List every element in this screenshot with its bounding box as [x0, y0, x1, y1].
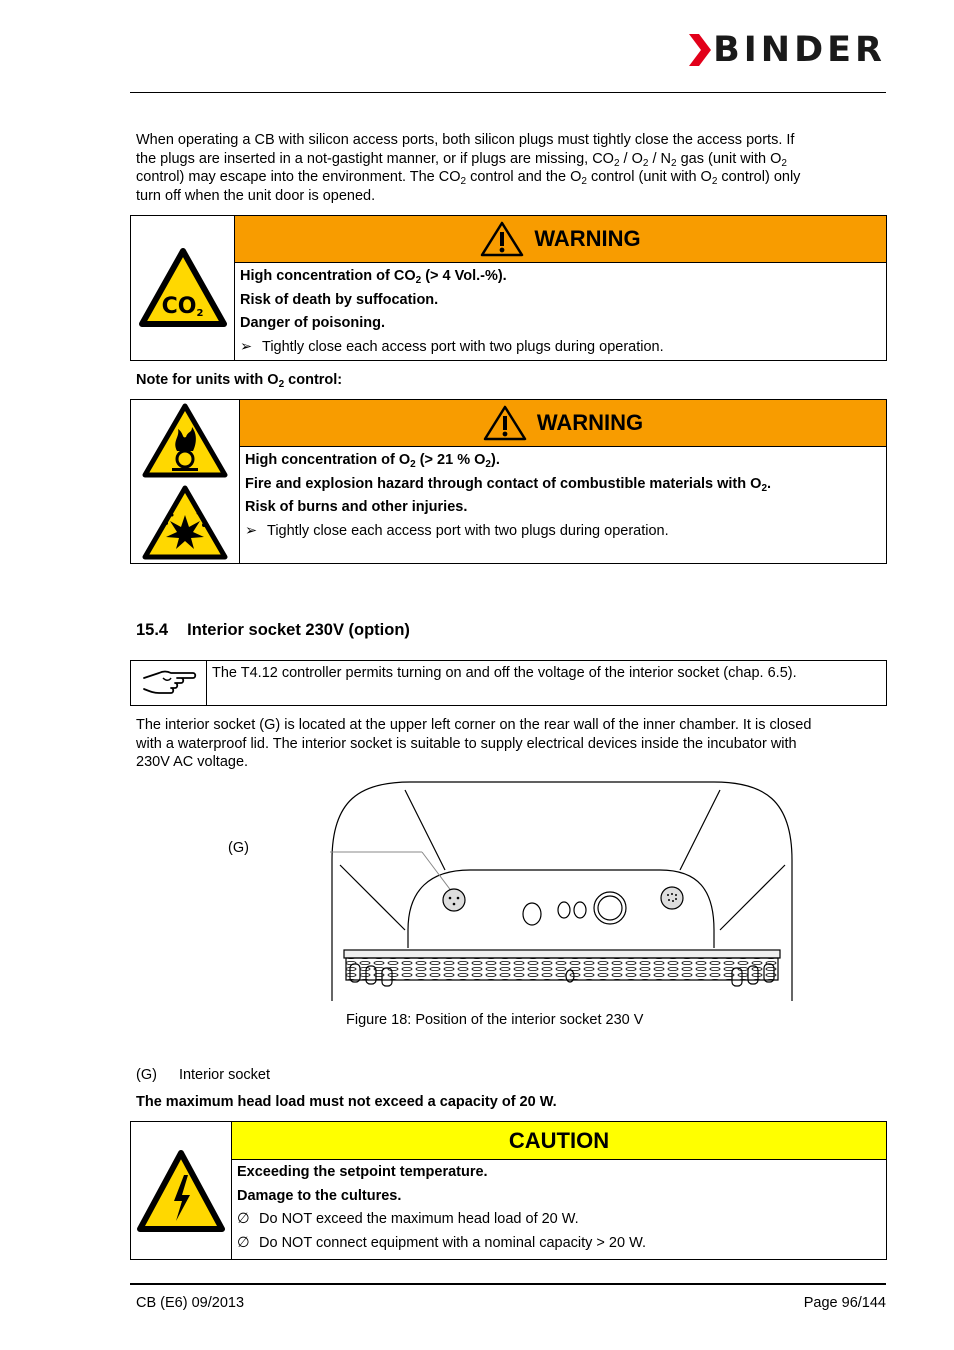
- exclamation-triangle-icon: [480, 221, 524, 257]
- svg-text:2: 2: [196, 308, 203, 319]
- figure-caption: Figure 18: Position of the interior socket 230 V: [346, 1012, 644, 1028]
- caution-header: [232, 1122, 886, 1160]
- warning-box-o2: WARNING High concentration of $O_2$ (> 21 % $O_2$). Fire and explosion hazard through contact of combustible materials with $O_2$. Risk of burns and other injuries. ➢ Tightly close each access port with two plugs during operation.: [130, 399, 887, 564]
- svg-text:CO: CO: [161, 294, 196, 319]
- legend-item: (G) Interior socket: [136, 1067, 271, 1083]
- list-item: ➢ Tightly close each access port with two plugs during operation.: [240, 338, 664, 355]
- figure-label-g: (G): [228, 840, 249, 856]
- brand-name: BINDER: [713, 30, 886, 70]
- logo-arrow-icon: [687, 32, 713, 68]
- header-rule: [130, 92, 886, 93]
- note-o2-label: Note for units with $O_2$ control:: [136, 372, 343, 390]
- footer-page-number: Page 96/144: [803, 1295, 886, 1311]
- exclamation-triangle-icon: [483, 405, 527, 441]
- list-item: ➢ Tightly close each access port with two plugs during operation.: [245, 522, 669, 539]
- warning-box-co2: CO 2 WARNING High concentration of $CO_2$ (> 4 Vol.-%). Risk of death by suffocation. Danger of poisoning. ➢ Tightly close each access port with two plugs during operation.: [130, 215, 887, 361]
- explosive-hazard-icon: [142, 485, 228, 561]
- footer-rule: [130, 1283, 886, 1285]
- pointing-hand-icon: [141, 665, 197, 701]
- footer-doc-id: CB (E6) 09/2013: [136, 1295, 245, 1311]
- caution-box: CAUTION Exceeding the setpoint temperature. Damage to the cultures. ∅ Do NOT exceed the maximum head load of 20 W. ∅ Do NOT connect equipment with a nominal capacity > 20 W.: [130, 1121, 887, 1260]
- interior-chamber-figure: [330, 780, 794, 1002]
- warning-title: WARNING: [534, 226, 641, 251]
- socket-paragraph: The interior socket (G) is located at the upper left corner on the rear wall of the inner chamber. It is closed with a waterproof lid. The interior socket is suitable to supply electrical devices inside the incubator with 230V AC voltage.: [136, 717, 812, 770]
- list-item: ∅ Do NOT connect equipment with a nominal capacity > 20 W.: [237, 1234, 646, 1251]
- intro-paragraph: When operating a CB with silicon access ports, both silicon plugs must tightly close the access ports. If the plugs are inserted in a not-gastight manner, or if plugs are missing, $CO_2 / O_2 / N_2$ gas (unit with $O_2$ control) may escape into the environment. The $CO_2$ control and the $O_2$ control (unit with $O_2$ control) only turn off when the unit door is opened.: [136, 132, 801, 204]
- list-item: ∅ Do NOT exceed the maximum head load of 20 W.: [237, 1211, 579, 1227]
- warning-title: WARNING: [536, 410, 644, 435]
- info-note-box: [130, 660, 887, 706]
- warning-header: [235, 216, 886, 263]
- electrical-hazard-icon: [136, 1149, 226, 1233]
- info-note-text: The T4.12 controller permits turning on and off the voltage of the interior socket (chap. 6.5).: [212, 665, 797, 681]
- max-load-statement: The maximum head load must not exceed a capacity of 20 W.: [136, 1094, 557, 1110]
- section-heading: 15.4 Interior socket 230V (option): [136, 621, 410, 639]
- co2-hazard-icon: [139, 248, 227, 328]
- warning-header: [240, 400, 886, 447]
- binder-logo: [687, 30, 886, 70]
- oxidizing-hazard-icon: [142, 403, 228, 479]
- caution-title: CAUTION: [508, 1127, 610, 1153]
